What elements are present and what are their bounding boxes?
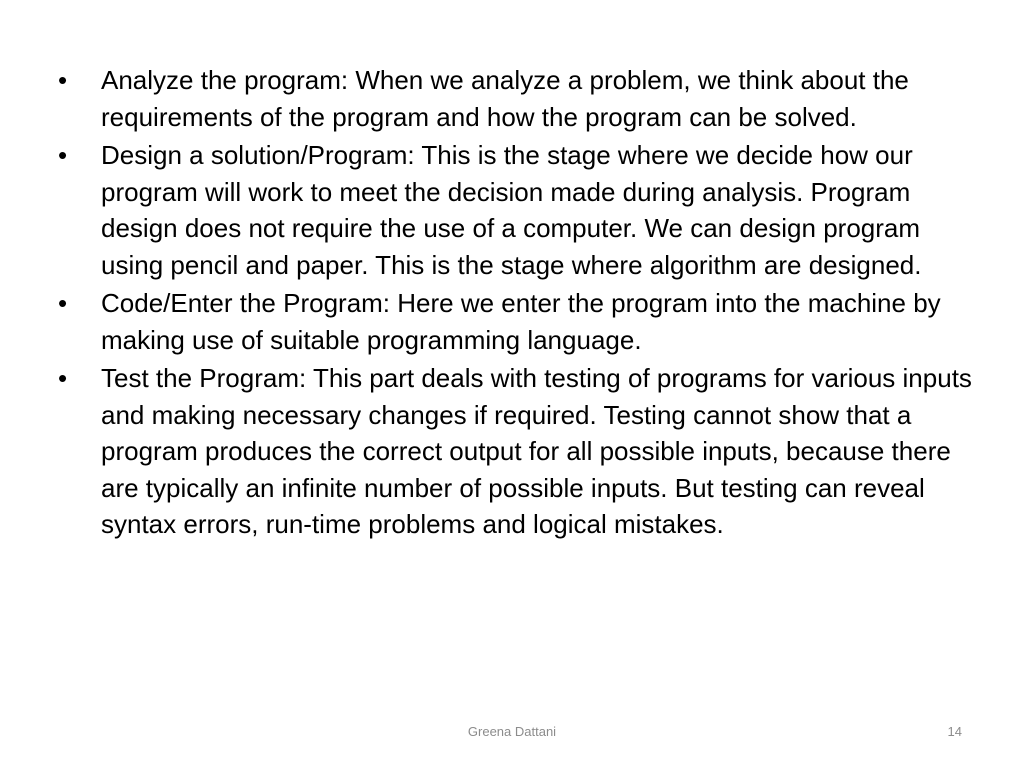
footer-author: Greena Dattani [467, 724, 557, 739]
bullet-text: Test the Program: This part deals with testing of programs for various inputs and making necessary changes if required. Testing cannot show that a program produces the correct output for all possible inputs, because there are typically an infinite number of possible inputs. But testing can reveal syntax errors, run-time problems and logical mistakes. [101, 363, 972, 539]
bullet-icon: • [58, 65, 68, 95]
bullet-text: Analyze the program: When we analyze a problem, we think about the requirements of the program and how the program can be solved. [101, 65, 909, 132]
bullet-icon: • [58, 363, 68, 393]
page-number: 14 [947, 724, 962, 739]
bullet-text: Code/Enter the Program: Here we enter the program into the machine by making use of suitable programming language. [101, 288, 941, 355]
bullet-list [58, 62, 978, 545]
bullet-icon: • [58, 140, 68, 170]
bullet-item-code [58, 285, 978, 358]
bullet-icon: • [58, 288, 68, 318]
bullet-text: Design a solution/Program: This is the stage where we decide how our program will work to meet the decision made during analysis. Program design does not require the use of a computer. We can design program using pencil and paper. This is the stage where algorithm are designed. [101, 140, 922, 280]
bullet-item-test [58, 360, 978, 543]
bullet-item-analyze [58, 62, 978, 135]
bullet-item-design [58, 137, 978, 283]
